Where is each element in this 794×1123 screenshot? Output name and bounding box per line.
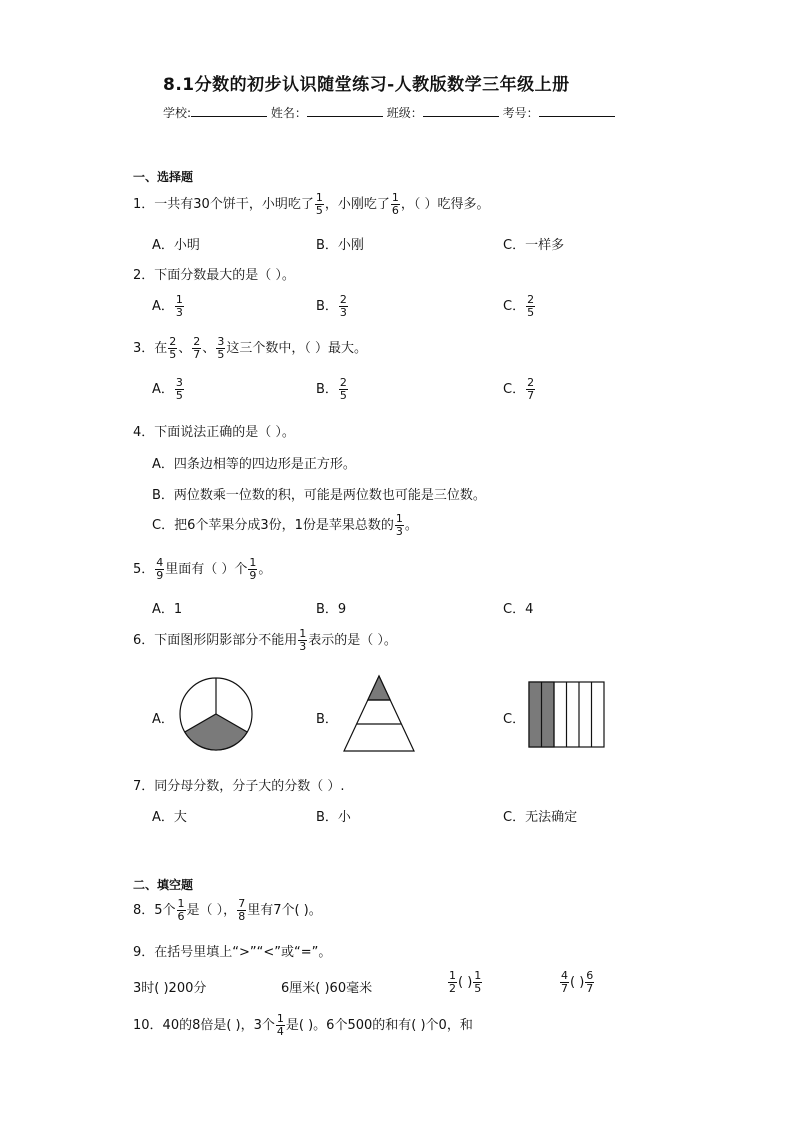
fraction: $\frac{1}{5}$ <box>474 969 482 995</box>
q1-option-c[interactable]: C．一样多 <box>503 238 565 253</box>
fraction: $\frac{1}{6}$ <box>177 897 185 923</box>
fraction: $\frac{2}{5}$ <box>339 376 347 402</box>
q9-compare-2[interactable]: 6厘米( )60毫米 <box>281 981 373 996</box>
q6-option-b-label[interactable]: B． <box>316 712 338 727</box>
header-fields <box>163 104 615 121</box>
school-label: 学校: <box>163 106 192 120</box>
name-blank[interactable] <box>307 104 383 117</box>
fraction: $\frac{3}{5}$ <box>175 376 183 402</box>
q5-option-b[interactable]: B．9 <box>316 602 347 617</box>
fraction: $\frac{2}{7}$ <box>193 335 201 361</box>
q1-option-b[interactable]: B．小刚 <box>316 238 364 253</box>
q1-option-a[interactable]: A．小明 <box>152 238 200 253</box>
name-label: 姓名： <box>270 106 307 120</box>
q7-option-c[interactable]: C．无法确定 <box>503 810 578 825</box>
fraction: $\frac{1}{3}$ <box>175 293 183 319</box>
q4-option-b[interactable]: B．两位数乘一位数的积，可能是两位数也可能是三位数。 <box>152 488 486 503</box>
exam-no-label: 考号： <box>502 106 539 120</box>
triangle-figure[interactable] <box>342 674 416 754</box>
class-blank[interactable] <box>423 104 499 117</box>
q6-option-c-label[interactable]: C． <box>503 712 526 727</box>
school-blank[interactable] <box>191 104 267 117</box>
q3-option-a[interactable]: A． $\frac{3}{5}$ <box>152 376 183 402</box>
rectangle-figure[interactable] <box>528 681 606 749</box>
question-2: 2．下面分数最大的是（ ）。 <box>133 268 295 283</box>
fraction: $\frac{1}{2}$ <box>449 969 456 995</box>
q1-text-c: ，（ ）吃得多。 <box>400 197 490 212</box>
question-3: 3．在 $\frac{2}{5}$ 、 $\frac{2}{7}$ 、 $\frac{3}{5}$ 这三个数中，（ ）最大。 <box>133 335 367 361</box>
fraction: $\frac{2}{7}$ <box>527 376 535 402</box>
fraction: $\frac{1}{3}$ <box>395 512 403 538</box>
question-9: 9．在括号里填上“>”“<”或“=”。 <box>133 945 332 960</box>
question-10: 10．40的8倍是( )，3个 $\frac{1}{4}$ 是( )。6个500的和有( )个0，和 <box>133 1012 473 1038</box>
q7-option-a[interactable]: A．大 <box>152 810 187 825</box>
q3-option-b[interactable]: B． $\frac{2}{5}$ <box>316 376 347 402</box>
q3-option-c[interactable]: C． $\frac{2}{7}$ <box>503 376 535 402</box>
fraction: $\frac{4}{9}$ <box>156 556 164 582</box>
exam-no-blank[interactable] <box>539 104 615 117</box>
fraction: $\frac{2}{3}$ <box>339 293 347 319</box>
q6-option-a-label[interactable]: A． <box>152 712 174 727</box>
question-5: 5． $\frac{4}{9}$ 里面有（ ）个 $\frac{1}{9}$ 。 <box>133 556 272 582</box>
section-heading-choice: 一、选择题 <box>133 170 194 184</box>
q4-option-c[interactable]: C．把6个苹果分成3份，1份是苹果总数的 $\frac{1}{3}$ 。 <box>152 512 418 538</box>
question-8: 8．5个 $\frac{1}{6}$ 是（ ）， $\frac{7}{8}$ 里有7个( )。 <box>133 897 322 923</box>
circle-figure[interactable] <box>178 674 254 754</box>
fraction: $\frac{1}{4}$ <box>276 1012 284 1038</box>
fraction: $\frac{3}{5}$ <box>217 335 225 361</box>
fraction: $\frac{1}{3}$ <box>299 627 307 653</box>
q5-option-c[interactable]: C．4 <box>503 602 534 617</box>
fraction: $\frac{4}{7}$ <box>561 969 568 995</box>
section-heading-fill: 二、填空题 <box>133 878 194 892</box>
fraction: $\frac{1}{6}$ <box>391 191 399 217</box>
q1-text-a: 1．一共有30个饼干，小明吃了 <box>133 197 314 212</box>
q1-text-b: ，小刚吃了 <box>324 197 390 212</box>
q4-option-a[interactable]: A．四条边相等的四边形是正方形。 <box>152 457 356 472</box>
fraction: $\frac{7}{8}$ <box>238 897 246 923</box>
q9-compare-1[interactable]: 3时( )200分 <box>133 981 207 996</box>
q5-option-a[interactable]: A．1 <box>152 602 183 617</box>
question-4: 4．下面说法正确的是（ ）。 <box>133 425 295 440</box>
fraction: $\frac{1}{5}$ <box>315 191 323 217</box>
question-1 <box>133 192 489 217</box>
fraction: $\frac{6}{7}$ <box>586 969 594 995</box>
question-7: 7．同分母分数，分子大的分数（ ）. <box>133 779 345 794</box>
q7-option-b[interactable]: B．小 <box>316 810 351 825</box>
fraction: $\frac{2}{5}$ <box>169 335 177 361</box>
fraction: $\frac{1}{9}$ <box>249 556 257 582</box>
page-title: 8.1分数的初步认识随堂练习-人教版数学三年级上册 <box>163 75 570 95</box>
fraction: $\frac{2}{5}$ <box>527 293 535 319</box>
q2-option-b[interactable]: B． $\frac{2}{3}$ <box>316 293 347 319</box>
q2-option-a[interactable]: A． $\frac{1}{3}$ <box>152 293 183 319</box>
q9-compare-3[interactable]: $\frac{1}{2}$ ( ) $\frac{1}{5}$ <box>449 969 482 995</box>
question-6: 6．下面图形阴影部分不能用 $\frac{1}{3}$ 表示的是（ ）。 <box>133 627 397 653</box>
q9-compare-4[interactable]: $\frac{4}{7}$ ( ) $\frac{6}{7}$ <box>561 969 594 995</box>
q2-option-c[interactable]: C． $\frac{2}{5}$ <box>503 293 535 319</box>
class-label: 班级： <box>386 106 423 120</box>
